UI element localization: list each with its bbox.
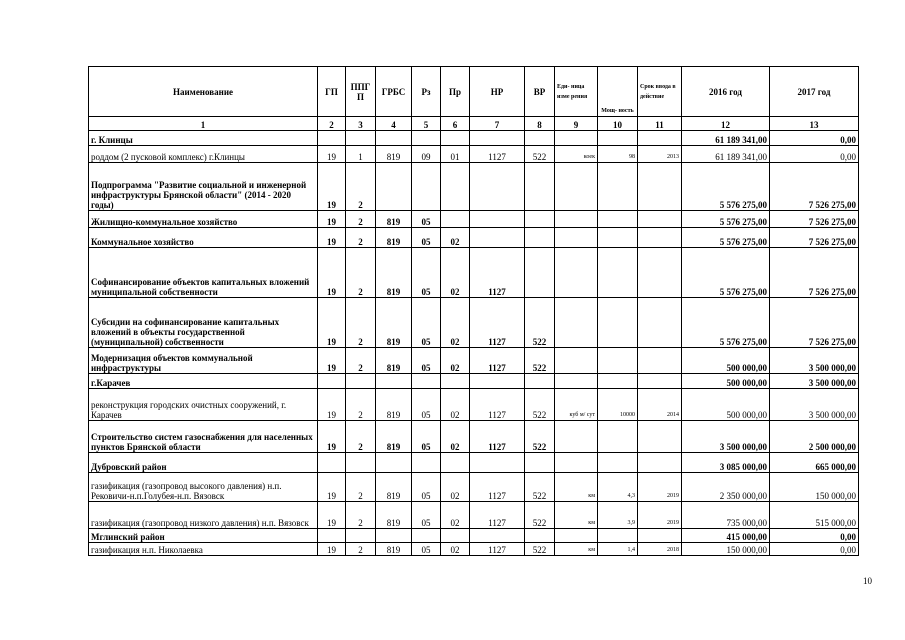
cell-v2016: 5 576 275,00 bbox=[682, 211, 770, 228]
cell-name: Софинансирование объектов капитальных вложений муниципальной собственности bbox=[89, 248, 318, 298]
cell-cap bbox=[598, 421, 638, 453]
cell-v2016: 3 500 000,00 bbox=[682, 421, 770, 453]
cell-v2017: 0,00 bbox=[770, 131, 859, 146]
cell-v2017: 0,00 bbox=[770, 529, 859, 543]
cell-term: 2018 bbox=[638, 543, 682, 556]
cell-grbs bbox=[376, 131, 412, 146]
cell-rz: 05 bbox=[412, 248, 441, 298]
cell-ppg bbox=[346, 374, 376, 389]
cell-pr: 02 bbox=[441, 298, 470, 348]
header-2016: 2016 год bbox=[682, 67, 770, 117]
cell-vr: 522 bbox=[525, 502, 555, 529]
cell-pr bbox=[441, 529, 470, 543]
cell-v2016: 5 576 275,00 bbox=[682, 163, 770, 211]
cell-gp: 19 bbox=[318, 298, 346, 348]
cell-cap bbox=[598, 228, 638, 248]
cell-cap: 10000 bbox=[598, 389, 638, 421]
cell-ppg: 2 bbox=[346, 298, 376, 348]
cell-pr bbox=[441, 211, 470, 228]
cell-term: 2014 bbox=[638, 389, 682, 421]
cell-ppg: 2 bbox=[346, 421, 376, 453]
cell-v2017: 7 526 275,00 bbox=[770, 298, 859, 348]
cell-term bbox=[638, 298, 682, 348]
cell-name: Жилищно-коммунальное хозяйство bbox=[89, 211, 318, 228]
cell-nr bbox=[470, 163, 525, 211]
cell-rz bbox=[412, 453, 441, 473]
cell-vr bbox=[525, 453, 555, 473]
cell-v2016: 500 000,00 bbox=[682, 348, 770, 374]
cell-unit bbox=[555, 374, 598, 389]
cell-unit: коек bbox=[555, 146, 598, 163]
cell-ppg: 2 bbox=[346, 389, 376, 421]
cell-gp: 19 bbox=[318, 502, 346, 529]
cell-rz bbox=[412, 163, 441, 211]
column-number: 6 bbox=[441, 117, 470, 131]
cell-term bbox=[638, 211, 682, 228]
cell-pr bbox=[441, 163, 470, 211]
header-2017: 2017 год bbox=[770, 67, 859, 117]
cell-rz: 05 bbox=[412, 389, 441, 421]
cell-pr: 02 bbox=[441, 473, 470, 502]
table-row bbox=[89, 211, 859, 228]
cell-unit: куб м/ сут bbox=[555, 389, 598, 421]
cell-rz bbox=[412, 374, 441, 389]
cell-gp bbox=[318, 374, 346, 389]
cell-term bbox=[638, 421, 682, 453]
table-row bbox=[89, 163, 859, 211]
table-row bbox=[89, 473, 859, 502]
table-row bbox=[89, 228, 859, 248]
cell-grbs bbox=[376, 453, 412, 473]
cell-gp: 19 bbox=[318, 146, 346, 163]
cell-name: Коммунальное хозяйство bbox=[89, 228, 318, 248]
cell-name: Модернизация объектов коммунальной инфраструктуры bbox=[89, 348, 318, 374]
cell-term bbox=[638, 248, 682, 298]
column-number: 2 bbox=[318, 117, 346, 131]
cell-nr bbox=[470, 529, 525, 543]
cell-unit: км bbox=[555, 502, 598, 529]
header-grbs: ГРБС bbox=[376, 67, 412, 117]
cell-ppg: 1 bbox=[346, 146, 376, 163]
cell-grbs bbox=[376, 374, 412, 389]
cell-grbs: 819 bbox=[376, 248, 412, 298]
cell-gp: 19 bbox=[318, 389, 346, 421]
cell-rz: 05 bbox=[412, 473, 441, 502]
cell-v2017: 0,00 bbox=[770, 543, 859, 556]
cell-gp bbox=[318, 131, 346, 146]
cell-v2017: 150 000,00 bbox=[770, 473, 859, 502]
cell-nr bbox=[470, 211, 525, 228]
cell-name: Подпрограмма "Развитие социальной и инженерной инфраструктуры Брянской области" (2014 - 2020 годы) bbox=[89, 163, 318, 211]
cell-unit bbox=[555, 163, 598, 211]
cell-cap bbox=[598, 348, 638, 374]
cell-vr: 522 bbox=[525, 543, 555, 556]
cell-v2017: 3 500 000,00 bbox=[770, 374, 859, 389]
cell-gp: 19 bbox=[318, 228, 346, 248]
cell-unit bbox=[555, 453, 598, 473]
header-gp: ГП bbox=[318, 67, 346, 117]
cell-grbs bbox=[376, 529, 412, 543]
cell-cap bbox=[598, 131, 638, 146]
cell-cap bbox=[598, 211, 638, 228]
cell-unit bbox=[555, 248, 598, 298]
cell-gp: 19 bbox=[318, 473, 346, 502]
cell-unit: км bbox=[555, 543, 598, 556]
cell-nr: 1127 bbox=[470, 421, 525, 453]
cell-pr bbox=[441, 374, 470, 389]
header-row bbox=[89, 67, 859, 117]
cell-vr bbox=[525, 211, 555, 228]
cell-term: 2013 bbox=[638, 146, 682, 163]
cell-name: Мглинский район bbox=[89, 529, 318, 543]
cell-rz bbox=[412, 131, 441, 146]
column-number: 12 bbox=[682, 117, 770, 131]
cell-vr: 522 bbox=[525, 421, 555, 453]
cell-name: газификация (газопровод низкого давления) н.п. Вязовск bbox=[89, 502, 318, 529]
cell-v2016: 5 576 275,00 bbox=[682, 298, 770, 348]
column-number: 7 bbox=[470, 117, 525, 131]
cell-v2017: 3 500 000,00 bbox=[770, 389, 859, 421]
cell-v2016: 150 000,00 bbox=[682, 543, 770, 556]
cell-grbs: 819 bbox=[376, 421, 412, 453]
cell-vr bbox=[525, 131, 555, 146]
cell-grbs: 819 bbox=[376, 389, 412, 421]
cell-gp bbox=[318, 453, 346, 473]
column-number: 5 bbox=[412, 117, 441, 131]
cell-nr bbox=[470, 453, 525, 473]
cell-cap bbox=[598, 529, 638, 543]
cell-v2017: 3 500 000,00 bbox=[770, 348, 859, 374]
cell-rz: 09 bbox=[412, 146, 441, 163]
cell-v2017: 7 526 275,00 bbox=[770, 228, 859, 248]
cell-ppg: 2 bbox=[346, 473, 376, 502]
cell-ppg: 2 bbox=[346, 163, 376, 211]
cell-cap bbox=[598, 163, 638, 211]
cell-term bbox=[638, 163, 682, 211]
cell-name: газификация н.п. Николаевка bbox=[89, 543, 318, 556]
cell-term bbox=[638, 374, 682, 389]
cell-unit: км bbox=[555, 473, 598, 502]
cell-unit bbox=[555, 421, 598, 453]
cell-rz: 05 bbox=[412, 348, 441, 374]
cell-name: г.Карачев bbox=[89, 374, 318, 389]
cell-pr bbox=[441, 453, 470, 473]
header-pr: Пр bbox=[441, 67, 470, 117]
cell-cap bbox=[598, 453, 638, 473]
cell-cap: 3,9 bbox=[598, 502, 638, 529]
column-number: 9 bbox=[555, 117, 598, 131]
table-row bbox=[89, 389, 859, 421]
cell-gp: 19 bbox=[318, 348, 346, 374]
cell-nr: 1127 bbox=[470, 473, 525, 502]
cell-v2016: 415 000,00 bbox=[682, 529, 770, 543]
page-number: 10 bbox=[863, 576, 872, 586]
cell-vr: 522 bbox=[525, 298, 555, 348]
cell-unit bbox=[555, 348, 598, 374]
cell-vr: 522 bbox=[525, 348, 555, 374]
budget-table bbox=[88, 66, 859, 556]
cell-v2017: 7 526 275,00 bbox=[770, 163, 859, 211]
cell-gp bbox=[318, 529, 346, 543]
header-nr: НР bbox=[470, 67, 525, 117]
cell-v2016: 61 189 341,00 bbox=[682, 131, 770, 146]
cell-vr bbox=[525, 228, 555, 248]
cell-ppg bbox=[346, 529, 376, 543]
cell-cap bbox=[598, 248, 638, 298]
cell-grbs: 819 bbox=[376, 502, 412, 529]
column-number: 13 bbox=[770, 117, 859, 131]
cell-unit bbox=[555, 131, 598, 146]
table-row bbox=[89, 374, 859, 389]
cell-vr bbox=[525, 529, 555, 543]
cell-name: газификация (газопровод высокого давления) н.п. Рековичи-н.п.Голубея-н.п. Вязовск bbox=[89, 473, 318, 502]
cell-nr: 1127 bbox=[470, 543, 525, 556]
cell-name: Дубровский район bbox=[89, 453, 318, 473]
cell-term bbox=[638, 228, 682, 248]
header-capacity: Мощ- ность bbox=[598, 67, 638, 117]
cell-grbs: 819 bbox=[376, 473, 412, 502]
cell-v2016: 735 000,00 bbox=[682, 502, 770, 529]
cell-v2017: 7 526 275,00 bbox=[770, 211, 859, 228]
cell-ppg bbox=[346, 453, 376, 473]
cell-pr: 01 bbox=[441, 146, 470, 163]
cell-v2017: 2 500 000,00 bbox=[770, 421, 859, 453]
cell-v2016: 5 576 275,00 bbox=[682, 228, 770, 248]
cell-gp: 19 bbox=[318, 543, 346, 556]
cell-ppg: 2 bbox=[346, 248, 376, 298]
cell-vr bbox=[525, 248, 555, 298]
header-ppg: ППГ П bbox=[346, 67, 376, 117]
cell-pr: 02 bbox=[441, 228, 470, 248]
header-name: Наименование bbox=[89, 67, 318, 117]
cell-pr bbox=[441, 131, 470, 146]
cell-grbs: 819 bbox=[376, 211, 412, 228]
cell-unit bbox=[555, 529, 598, 543]
cell-vr: 522 bbox=[525, 389, 555, 421]
cell-rz: 05 bbox=[412, 543, 441, 556]
cell-v2017: 665 000,00 bbox=[770, 453, 859, 473]
cell-nr: 1127 bbox=[470, 502, 525, 529]
cell-rz: 05 bbox=[412, 211, 441, 228]
cell-v2017: 0,00 bbox=[770, 146, 859, 163]
cell-vr bbox=[525, 163, 555, 211]
cell-ppg: 2 bbox=[346, 348, 376, 374]
cell-pr: 02 bbox=[441, 502, 470, 529]
cell-grbs: 819 bbox=[376, 348, 412, 374]
cell-grbs: 819 bbox=[376, 146, 412, 163]
cell-term bbox=[638, 131, 682, 146]
cell-v2016: 500 000,00 bbox=[682, 389, 770, 421]
cell-cap: 1,4 bbox=[598, 543, 638, 556]
cell-gp: 19 bbox=[318, 163, 346, 211]
cell-cap bbox=[598, 298, 638, 348]
cell-v2016: 61 189 341,00 bbox=[682, 146, 770, 163]
cell-pr: 02 bbox=[441, 348, 470, 374]
header-unit: Еди- ница изме рения bbox=[555, 67, 598, 117]
cell-unit bbox=[555, 228, 598, 248]
header-rz: Рз bbox=[412, 67, 441, 117]
cell-rz: 05 bbox=[412, 502, 441, 529]
table-row bbox=[89, 248, 859, 298]
cell-nr bbox=[470, 228, 525, 248]
cell-rz: 05 bbox=[412, 421, 441, 453]
cell-v2016: 2 350 000,00 bbox=[682, 473, 770, 502]
cell-name: Субсидии на софинансирование капитальных вложений в объекты государственной (муниципальной) собственности bbox=[89, 298, 318, 348]
cell-vr: 522 bbox=[525, 146, 555, 163]
table-row bbox=[89, 529, 859, 543]
cell-pr: 02 bbox=[441, 389, 470, 421]
cell-nr: 1127 bbox=[470, 298, 525, 348]
cell-cap: 98 bbox=[598, 146, 638, 163]
cell-ppg: 2 bbox=[346, 543, 376, 556]
cell-nr: 1127 bbox=[470, 389, 525, 421]
column-number: 1 bbox=[89, 117, 318, 131]
cell-grbs: 819 bbox=[376, 228, 412, 248]
cell-ppg: 2 bbox=[346, 228, 376, 248]
column-number: 8 bbox=[525, 117, 555, 131]
table-row bbox=[89, 348, 859, 374]
cell-nr: 1127 bbox=[470, 348, 525, 374]
cell-pr: 02 bbox=[441, 543, 470, 556]
column-number: 4 bbox=[376, 117, 412, 131]
table-row bbox=[89, 421, 859, 453]
cell-v2016: 5 576 275,00 bbox=[682, 248, 770, 298]
cell-name: реконструкция городских очистных сооружений, г. Карачев bbox=[89, 389, 318, 421]
cell-name: г. Клинцы bbox=[89, 131, 318, 146]
table-row bbox=[89, 502, 859, 529]
cell-term bbox=[638, 529, 682, 543]
cell-name: Строительство систем газоснабжения для населенных пунктов Брянской области bbox=[89, 421, 318, 453]
cell-grbs: 819 bbox=[376, 543, 412, 556]
cell-nr: 1127 bbox=[470, 146, 525, 163]
cell-pr: 02 bbox=[441, 248, 470, 298]
table-row bbox=[89, 298, 859, 348]
cell-v2016: 3 085 000,00 bbox=[682, 453, 770, 473]
cell-grbs: 819 bbox=[376, 298, 412, 348]
table-row bbox=[89, 131, 859, 146]
cell-unit bbox=[555, 298, 598, 348]
cell-pr: 02 bbox=[441, 421, 470, 453]
column-number: 3 bbox=[346, 117, 376, 131]
cell-gp: 19 bbox=[318, 211, 346, 228]
cell-cap bbox=[598, 374, 638, 389]
column-number-row bbox=[89, 117, 859, 131]
cell-rz bbox=[412, 529, 441, 543]
cell-term: 2019 bbox=[638, 473, 682, 502]
cell-nr bbox=[470, 131, 525, 146]
cell-rz: 05 bbox=[412, 228, 441, 248]
cell-vr: 522 bbox=[525, 473, 555, 502]
cell-v2016: 500 000,00 bbox=[682, 374, 770, 389]
cell-term: 2019 bbox=[638, 502, 682, 529]
cell-nr: 1127 bbox=[470, 248, 525, 298]
cell-v2017: 7 526 275,00 bbox=[770, 248, 859, 298]
table-row bbox=[89, 543, 859, 556]
cell-grbs bbox=[376, 163, 412, 211]
cell-gp: 19 bbox=[318, 421, 346, 453]
cell-rz: 05 bbox=[412, 298, 441, 348]
cell-name: роддом (2 пусковой комплекс) г.Клинцы bbox=[89, 146, 318, 163]
cell-v2017: 515 000,00 bbox=[770, 502, 859, 529]
cell-unit bbox=[555, 211, 598, 228]
header-commission: Срок ввода в действие bbox=[638, 67, 682, 117]
table-row bbox=[89, 146, 859, 163]
cell-term bbox=[638, 453, 682, 473]
column-number: 11 bbox=[638, 117, 682, 131]
cell-ppg: 2 bbox=[346, 211, 376, 228]
cell-nr bbox=[470, 374, 525, 389]
cell-ppg: 2 bbox=[346, 502, 376, 529]
cell-vr bbox=[525, 374, 555, 389]
table-row bbox=[89, 453, 859, 473]
header-vr: ВР bbox=[525, 67, 555, 117]
cell-gp: 19 bbox=[318, 248, 346, 298]
cell-cap: 4,3 bbox=[598, 473, 638, 502]
cell-ppg bbox=[346, 131, 376, 146]
cell-term bbox=[638, 348, 682, 374]
column-number: 10 bbox=[598, 117, 638, 131]
